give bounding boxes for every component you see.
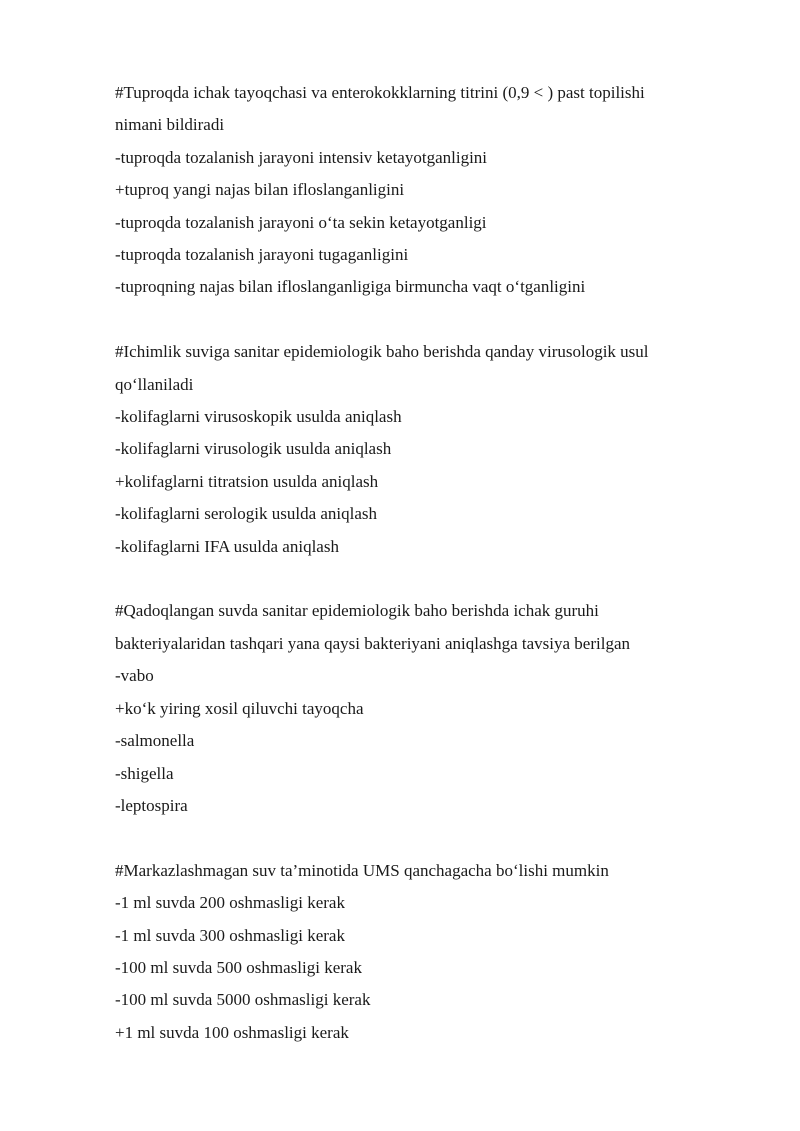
answer-option: -100 ml suvda 500 oshmasligi kerak — [115, 957, 362, 977]
question-text: #Tuproqda ichak tayoqchasi va enterokokklarning titrini (0,9 < ) past topilishi — [115, 83, 645, 102]
question-block — [115, 77, 715, 304]
paragraph-gap — [115, 822, 715, 854]
question-text-continued: bakteriyalaridan tashqari yana qaysi bakteriyani aniqlashga tavsiya berilgan — [115, 633, 630, 653]
answer-option: -tuproqda tozalanish jarayoni intensiv ketayotganligini — [115, 147, 488, 167]
answer-option: -1 ml suvda 300 oshmasligi kerak — [115, 925, 345, 945]
answer-option: -1 ml suvda 200 oshmasligi kerak — [115, 893, 345, 913]
answer-option: -tuproqning najas bilan ifloslanganligiga birmuncha vaqt o‘tganligini — [115, 277, 586, 297]
answer-option-correct: +1 ml suvda 100 oshmasligi kerak — [115, 1022, 349, 1042]
question-block — [115, 855, 715, 1049]
answer-option: -tuproqda tozalanish jarayoni tugaganligini — [115, 245, 409, 265]
answer-option: -salmonella — [115, 731, 195, 751]
paragraph-gap — [115, 563, 715, 595]
question-block — [115, 336, 715, 563]
answer-option-correct: +tuproq yangi najas bilan ifloslanganligini — [115, 180, 405, 200]
answer-option: -leptospira — [115, 795, 188, 815]
paragraph-gap — [115, 304, 715, 336]
answer-option: -tuproqda tozalanish jarayoni o‘ta sekin ketayotganligi — [115, 212, 487, 232]
answer-option: -kolifaglarni serologik usulda aniqlash — [115, 504, 378, 524]
answer-option: -vabo — [115, 666, 154, 686]
document-body — [115, 77, 715, 1049]
question-text-continued: nimani bildiradi — [115, 115, 225, 135]
answer-option-correct: +kolifaglarni titratsion usulda aniqlash — [115, 471, 379, 491]
answer-option: -kolifaglarni virusologik usulda aniqlash — [115, 439, 392, 459]
answer-option: -kolifaglarni IFA usulda aniqlash — [115, 536, 339, 556]
question-text: #Ichimlik suviga sanitar epidemiologik baho berishda qanday virusologik usul — [115, 342, 649, 362]
question-text-continued: qo‘llaniladi — [115, 374, 194, 394]
answer-option: -kolifaglarni virusoskopik usulda aniqlash — [115, 407, 402, 427]
question-text: #Qadoqlangan suvda sanitar epidemiologik baho berishda ichak guruhi — [115, 601, 599, 621]
answer-option-correct: +ko‘k yiring xosil qiluvchi tayoqcha — [115, 698, 364, 718]
question-block — [115, 595, 715, 822]
question-text: #Markazlashmagan suv ta’minotida UMS qanchagacha bo‘lishi mumkin — [115, 860, 609, 880]
answer-option: -shigella — [115, 763, 174, 783]
answer-option: -100 ml suvda 5000 oshmasligi kerak — [115, 990, 371, 1010]
